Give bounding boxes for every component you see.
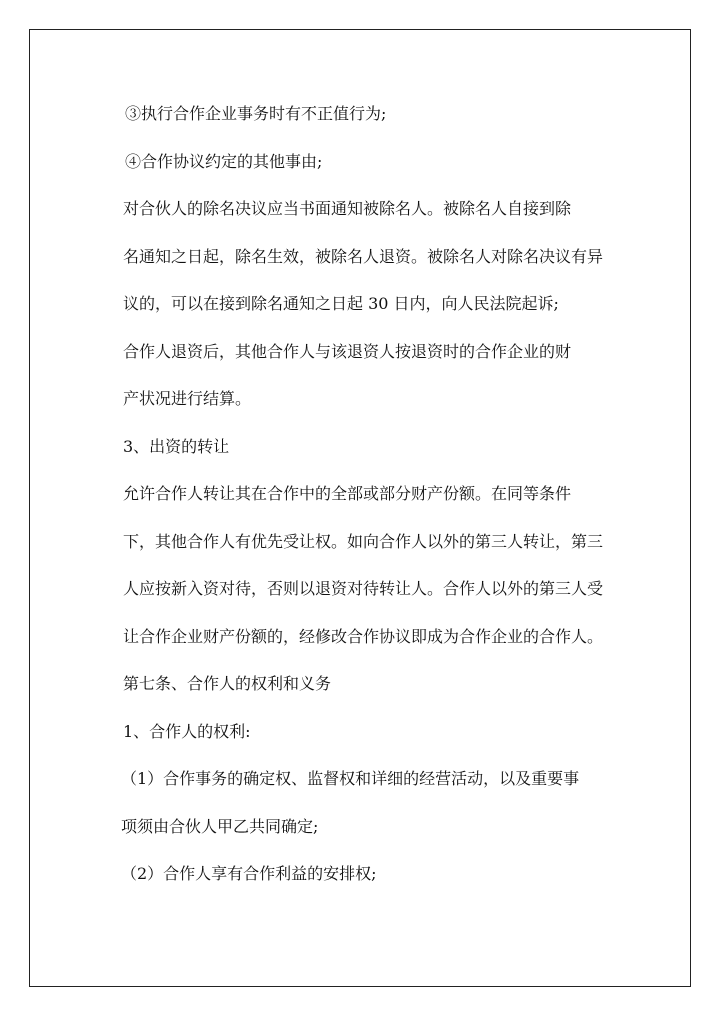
paragraph-line: 人应按新入资对待，否则以退资对待转让人。合作人以外的第三人受 [123,579,604,598]
paragraph-right-2 [83,850,638,898]
paragraph-right-1 [83,755,638,850]
paragraph-line: 下，其他合作人有优先受让权。如向合作人以外的第三人转让，第三 [123,531,604,551]
paragraph-clause-3 [83,90,638,138]
paragraph-line: 项须由合伙人甲乙共同确定; [121,816,319,836]
paragraph-line: 1、合作人的权利: [123,721,251,741]
paragraph-line: 产状况进行结算。 [123,389,252,408]
paragraph-clause-4 [83,138,638,186]
paragraph-line: ③执行合作企业事务时有不正值行为; [125,104,387,123]
section-heading-rights [83,708,638,756]
paragraph-line: 对合伙人的除名决议应当书面通知被除名人。被除名人自接到除 [123,199,572,218]
section-heading-transfer [83,423,638,471]
paragraph-line: 合作人退资后，其他合作人与该退资人按退资时的合作企业的财 [123,341,572,361]
paragraph-line: 名通知之日起，除名生效，被除名人退资。被除名人对除名决议有异 [123,246,604,266]
document-body [83,90,638,898]
paragraph-line: ④合作协议约定的其他事由; [125,151,323,171]
paragraph-transfer-rules [83,470,638,660]
paragraph-line: 议的，可以在接到除名通知之日起 30 日内，向人民法院起诉; [123,294,559,313]
paragraph-expulsion-notice [83,185,638,328]
paragraph-line: （1）合作事务的确定权、监督权和详细的经营活动，以及重要事 [121,769,580,788]
paragraph-line: 允许合作人转让其在合作中的全部或部分财产份额。在同等条件 [123,484,572,503]
paragraph-line: （2）合作人享有合作利益的安排权; [121,864,377,883]
paragraph-settlement [83,328,638,423]
article-heading-rights [83,660,638,708]
paragraph-line: 让合作企业财产份额的，经修改合作协议即成为合作企业的合作人。 [123,626,604,646]
paragraph-line: 3、出资的转让 [123,436,230,456]
paragraph-line: 第七条、合作人的权利和义务 [123,674,332,693]
